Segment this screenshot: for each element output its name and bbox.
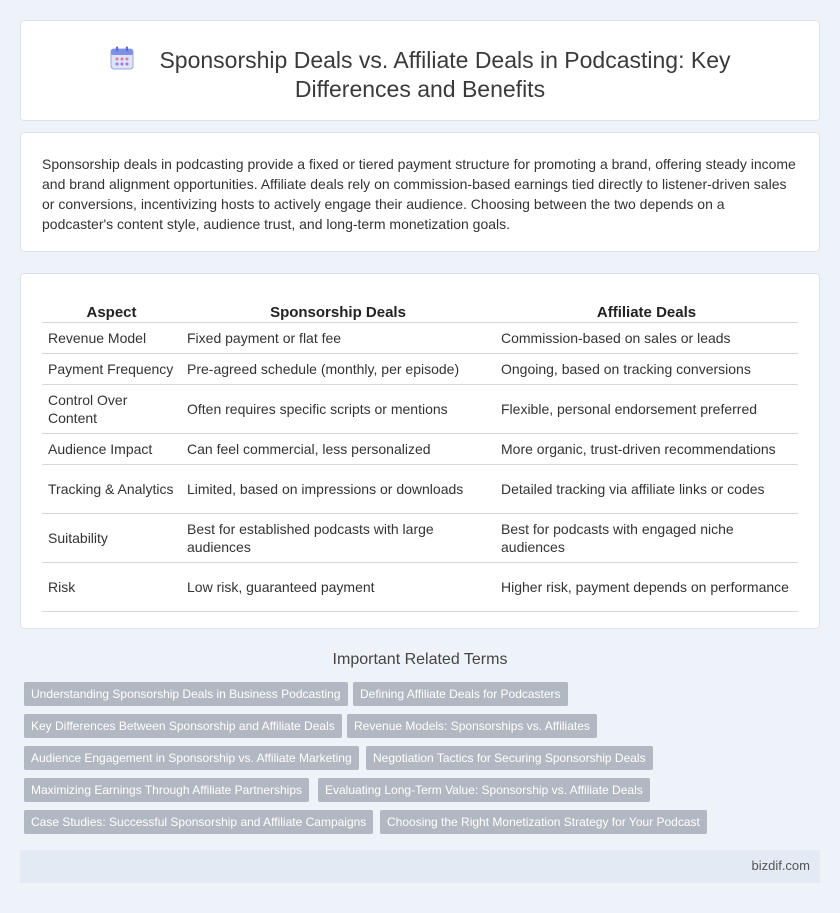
table-row (42, 353, 798, 384)
related-tag[interactable]: Audience Engagement in Sponsorship vs. Affiliate Marketing (24, 746, 359, 770)
intro-paragraph: Sponsorship deals in podcasting provide a fixed or tiered payment structure for promoting a brand, offering steady income and brand alignment opportunities. Affiliate deals rely on commission-based earnings tied directly to listener-driven sales or conversions, incentivizing hosts to actively engage their audience. Choosing between the two depends on a podcaster's content style, audience trust, and long-term monetization goals. (42, 156, 796, 232)
calendar-icon (109, 45, 135, 71)
cell-sponsorship: Best for established podcasts with large audiences (181, 513, 495, 562)
cell-sponsorship: Low risk, guaranteed payment (181, 562, 495, 611)
comparison-table (42, 296, 798, 612)
cell-affiliate: Ongoing, based on tracking conversions (495, 353, 798, 384)
page-title: Sponsorship Deals vs. Affiliate Deals in Podcasting: Key Differences and Benefits (159, 47, 731, 102)
related-tag[interactable]: Evaluating Long-Term Value: Sponsorship vs. Affiliate Deals (318, 778, 650, 802)
related-tag[interactable]: Maximizing Earnings Through Affiliate Partnerships (24, 778, 309, 802)
header-affiliate: Affiliate Deals (495, 296, 798, 322)
cell-sponsorship: Can feel commercial, less personalized (181, 433, 495, 464)
cell-affiliate: Commission-based on sales or leads (495, 322, 798, 353)
table-row (42, 433, 798, 464)
table-row (42, 322, 798, 353)
header-aspect: Aspect (42, 296, 181, 322)
comparison-card (20, 273, 820, 629)
cell-sponsorship: Pre-agreed schedule (monthly, per episode) (181, 353, 495, 384)
footer-site[interactable]: bizdif.com (751, 858, 810, 873)
table-header-row (42, 296, 798, 322)
cell-affiliate: Detailed tracking via affiliate links or codes (495, 464, 798, 513)
table-row (42, 562, 798, 611)
cell-aspect: Suitability (42, 513, 181, 562)
cell-sponsorship: Fixed payment or flat fee (181, 322, 495, 353)
related-tag[interactable]: Key Differences Between Sponsorship and Affiliate Deals (24, 714, 342, 738)
cell-aspect: Control Over Content (42, 384, 181, 433)
cell-aspect: Audience Impact (42, 433, 181, 464)
footer (20, 850, 820, 883)
table-row (42, 384, 798, 433)
cell-aspect: Risk (42, 562, 181, 611)
related-terms-heading: Important Related Terms (332, 651, 508, 668)
cell-sponsorship: Often requires specific scripts or mentions (181, 384, 495, 433)
title-card (20, 20, 820, 121)
related-tag[interactable]: Case Studies: Successful Sponsorship and Affiliate Campaigns (24, 810, 373, 834)
cell-aspect: Tracking & Analytics (42, 464, 181, 513)
related-tag[interactable]: Understanding Sponsorship Deals in Business Podcasting (24, 682, 348, 706)
cell-affiliate: Flexible, personal endorsement preferred (495, 384, 798, 433)
header-sponsorship: Sponsorship Deals (181, 296, 495, 322)
related-tag[interactable]: Revenue Models: Sponsorships vs. Affiliates (347, 714, 597, 738)
related-tag[interactable]: Defining Affiliate Deals for Podcasters (353, 682, 568, 706)
table-row (42, 464, 798, 513)
cell-affiliate: Higher risk, payment depends on performance (495, 562, 798, 611)
related-tag[interactable]: Choosing the Right Monetization Strategy for Your Podcast (380, 810, 707, 834)
cell-sponsorship: Limited, based on impressions or downloads (181, 464, 495, 513)
page-title-wrap (21, 45, 819, 104)
intro-card (20, 132, 820, 252)
cell-affiliate: Best for podcasts with engaged niche audiences (495, 513, 798, 562)
table-row (42, 513, 798, 562)
cell-aspect: Revenue Model (42, 322, 181, 353)
cell-affiliate: More organic, trust-driven recommendations (495, 433, 798, 464)
related-tag[interactable]: Negotiation Tactics for Securing Sponsorship Deals (366, 746, 653, 770)
cell-aspect: Payment Frequency (42, 353, 181, 384)
